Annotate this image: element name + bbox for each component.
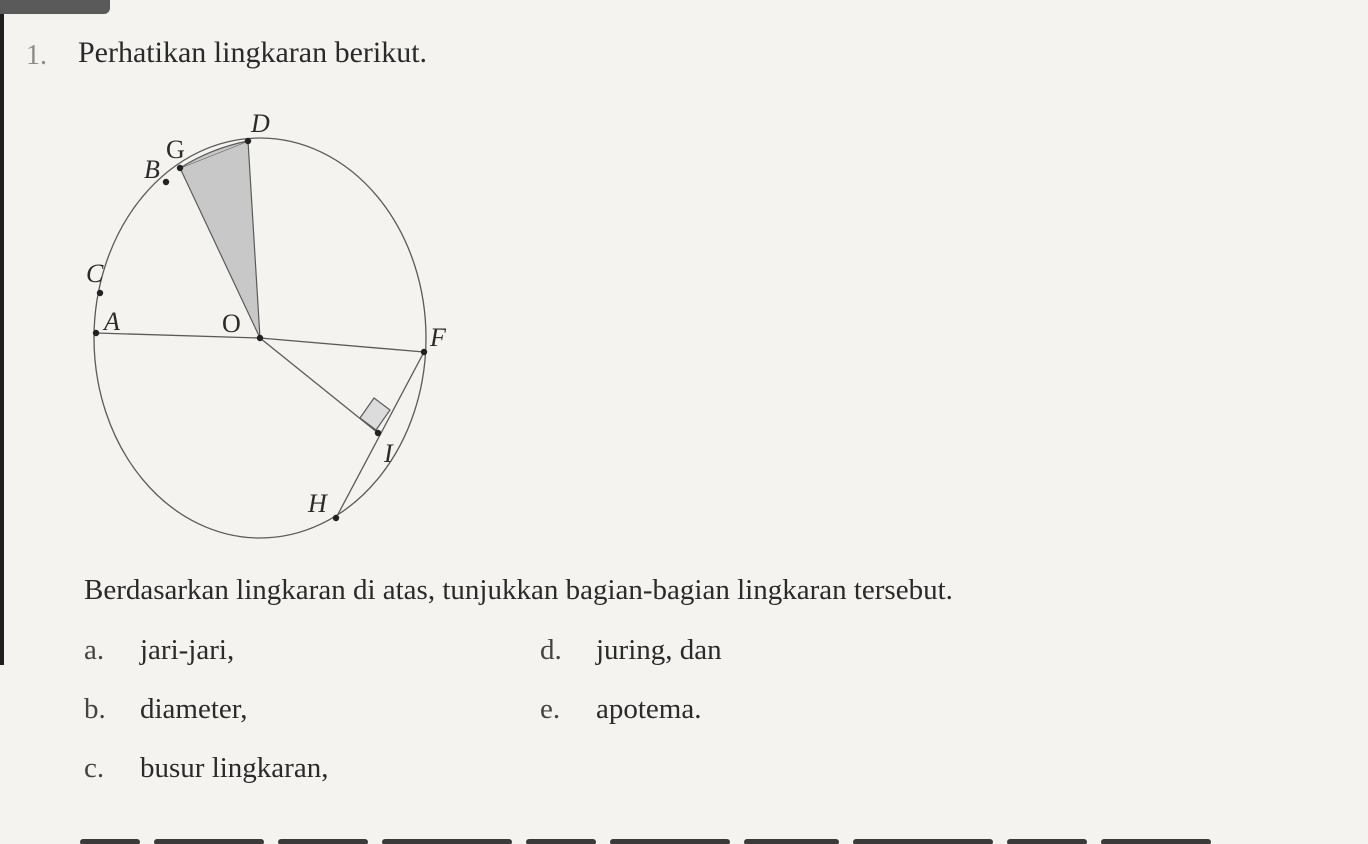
point-H [333, 515, 339, 521]
point-I [375, 430, 381, 436]
label-F: F [430, 323, 446, 352]
option-letter: a. [84, 634, 105, 666]
label-O: O [222, 309, 241, 338]
label-H: H [308, 489, 327, 518]
option-letter: b. [84, 693, 106, 725]
question-title: Perhatikan lingkaran berikut. [78, 36, 428, 69]
point-C [97, 290, 103, 296]
option-text: jari-jari, [140, 634, 235, 666]
option-letter: e. [540, 693, 561, 725]
point-O [257, 335, 263, 341]
label-C: C [86, 259, 104, 288]
point-F [421, 349, 427, 355]
label-I: I [384, 439, 393, 468]
point-G [177, 165, 183, 171]
option-c [84, 752, 328, 785]
option-letter: c. [84, 752, 105, 784]
label-A: A [104, 307, 120, 336]
instruction-text: Berdasarkan lingkaran di atas, tunjukkan bagian-bagian lingkaran tersebut. [84, 574, 953, 606]
question-number: 1. [26, 40, 47, 71]
point-D [245, 138, 251, 144]
point-A [93, 330, 99, 336]
label-B: B [144, 155, 160, 184]
option-text: diameter, [140, 693, 248, 725]
option-text: busur lingkaran, [140, 752, 329, 784]
option-a [84, 634, 234, 667]
shaded-sector [180, 141, 260, 338]
option-text: apotema. [596, 693, 702, 725]
label-D: D [251, 109, 270, 138]
point-B [163, 179, 169, 185]
option-letter: d. [540, 634, 562, 666]
option-text: juring, dan [596, 634, 722, 666]
option-e [540, 693, 701, 726]
option-d [540, 634, 722, 667]
label-G: G [166, 135, 185, 164]
segment-OF [260, 338, 424, 352]
option-b [84, 693, 248, 726]
